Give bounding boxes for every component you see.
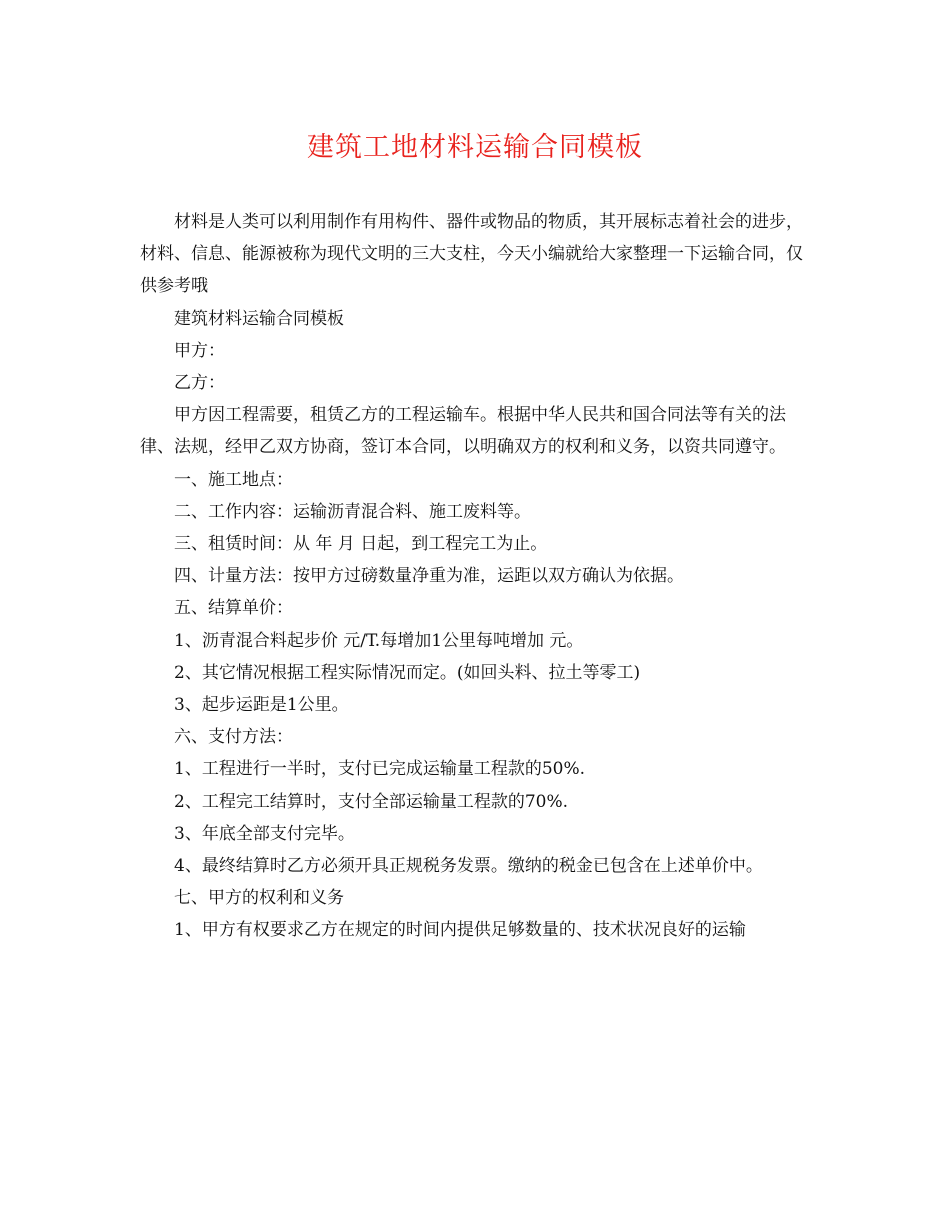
paragraph-5-item-2: 2、其它情况根据工程实际情况而定。(如回头料、拉土等零工) <box>174 662 641 683</box>
paragraph-6-item-3: 3、年底全部支付完毕。 <box>174 823 355 844</box>
paragraph-party-a: 甲方： <box>174 340 225 361</box>
paragraph-subtitle: 建筑材料运输合同模板 <box>174 308 344 329</box>
paragraph-intro: 材料是人类可以利用制作有用构件、器件或物品的物质，其开展标志着社会的进步，材料、信息、能源被称为现代文明的三大支柱，今天小编就给大家整理一下运输合同，仅供参考哦 <box>140 212 803 297</box>
paragraph-5-item-1: 1、沥青混合料起步价 元/T.每增加1公里每吨增加 元。 <box>174 630 584 651</box>
paragraph-7-item-1: 1、甲方有权要求乙方在规定的时间内提供足够数量的、技术状况良好的运输 <box>174 920 746 941</box>
paragraph-5-item-3: 3、起步运距是1公里。 <box>174 695 349 716</box>
paragraph-section-5: 五、结算单价： <box>174 598 293 619</box>
paragraph-6-item-4: 4、最终结算时乙方必须开具正规税务发票。缴纳的税金已包含在上述单价中。 <box>174 856 763 877</box>
paragraph-section-4: 四、计量方法：按甲方过磅数量净重为准，运距以双方确认为依据。 <box>174 566 684 587</box>
document-title: 建筑工地材料运输合同模板 <box>307 132 643 163</box>
paragraph-section-1: 一、施工地点： <box>174 469 293 490</box>
paragraph-section-3: 三、租赁时间：从 年 月 日起，到工程完工为止。 <box>174 534 548 555</box>
paragraph-section-6: 六、支付方法： <box>174 727 293 748</box>
paragraph-section-2: 二、工作内容：运输沥青混合料、施工废料等。 <box>174 501 531 522</box>
paragraph-party-b: 乙方： <box>174 373 225 394</box>
paragraph-preamble: 甲方因工程需要，租赁乙方的工程运输车。根据中华人民共和国合同法等有关的法律、法规，经甲乙双方协商，签订本合同，以明确双方的权利和义务，以资共同遵守。 <box>140 405 786 458</box>
document-body <box>140 206 815 947</box>
paragraph-6-item-1: 1、工程进行一半时，支付已完成运输量工程款的50%. <box>174 759 586 780</box>
paragraph-section-7: 七、甲方的权利和义务 <box>174 888 344 909</box>
paragraph-6-item-2: 2、工程完工结算时，支付全部运输量工程款的70%. <box>174 791 569 812</box>
